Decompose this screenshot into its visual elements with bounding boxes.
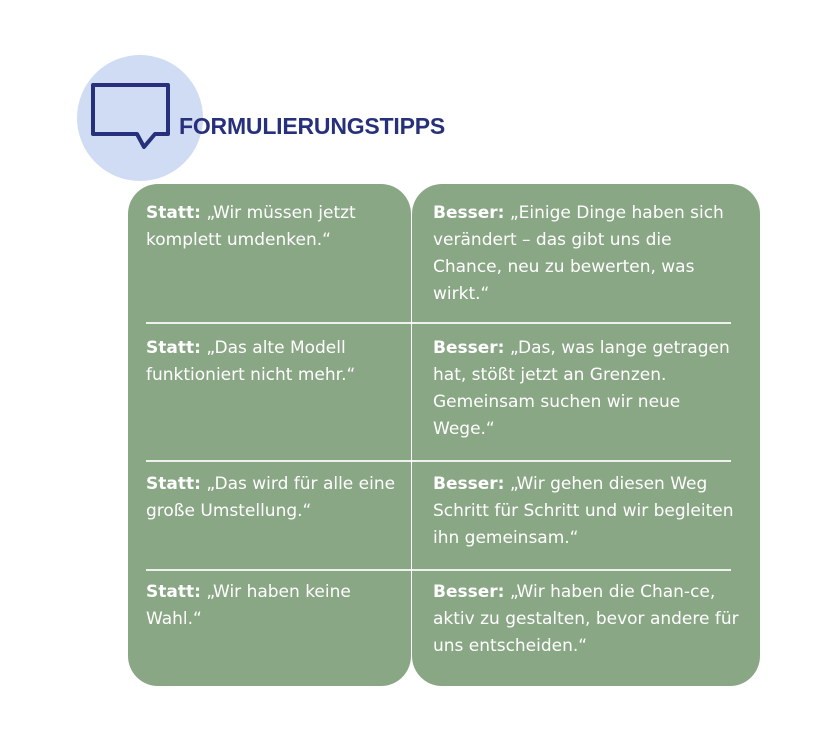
besser-label: Besser: xyxy=(433,203,505,223)
besser-label: Besser: xyxy=(433,338,505,358)
besser-cell xyxy=(433,335,745,443)
besser-cell xyxy=(433,579,745,660)
besser-cell xyxy=(433,471,745,552)
statt-label: Statt: xyxy=(146,582,201,602)
row-divider xyxy=(146,569,731,571)
statt-label: Statt: xyxy=(146,203,201,223)
row-divider xyxy=(146,322,731,324)
row-divider xyxy=(146,460,731,462)
statt-text: „Wir müssen jetzt komplett umdenken.“ xyxy=(146,203,356,250)
statt-cell xyxy=(146,471,402,525)
besser-label: Besser: xyxy=(433,474,505,494)
statt-cell xyxy=(146,579,402,633)
statt-text: „Das wird für alle eine große Umstellung.“ xyxy=(146,474,396,521)
speech-bubble-icon xyxy=(89,81,173,151)
statt-cell xyxy=(146,200,402,254)
statt-cell xyxy=(146,335,402,389)
besser-text: „Wir haben die Chan-ce, aktiv zu gestalten, bevor andere für uns entscheiden.“ xyxy=(433,582,739,656)
besser-text: „Das, was lange getragen hat, stößt jetzt an Grenzen. Gemeinsam suchen wir neue Wege.“ xyxy=(433,338,730,439)
besser-text: „Wir gehen diesen Weg Schritt für Schritt und wir begleiten ihn gemeinsam.“ xyxy=(433,474,734,548)
statt-text: „Wir haben keine Wahl.“ xyxy=(146,582,351,629)
statt-label: Statt: xyxy=(146,338,201,358)
besser-label: Besser: xyxy=(433,582,505,602)
besser-cell xyxy=(433,200,745,308)
besser-text: „Einige Dinge haben sich verändert – das gibt uns die Chance, neu zu bewerten, was wirkt.“ xyxy=(433,203,724,304)
statt-text: „Das alte Modell funktioniert nicht mehr.“ xyxy=(146,338,356,385)
statt-label: Statt: xyxy=(146,474,201,494)
page-title: FORMULIERUNGSTIPPS xyxy=(179,113,446,139)
